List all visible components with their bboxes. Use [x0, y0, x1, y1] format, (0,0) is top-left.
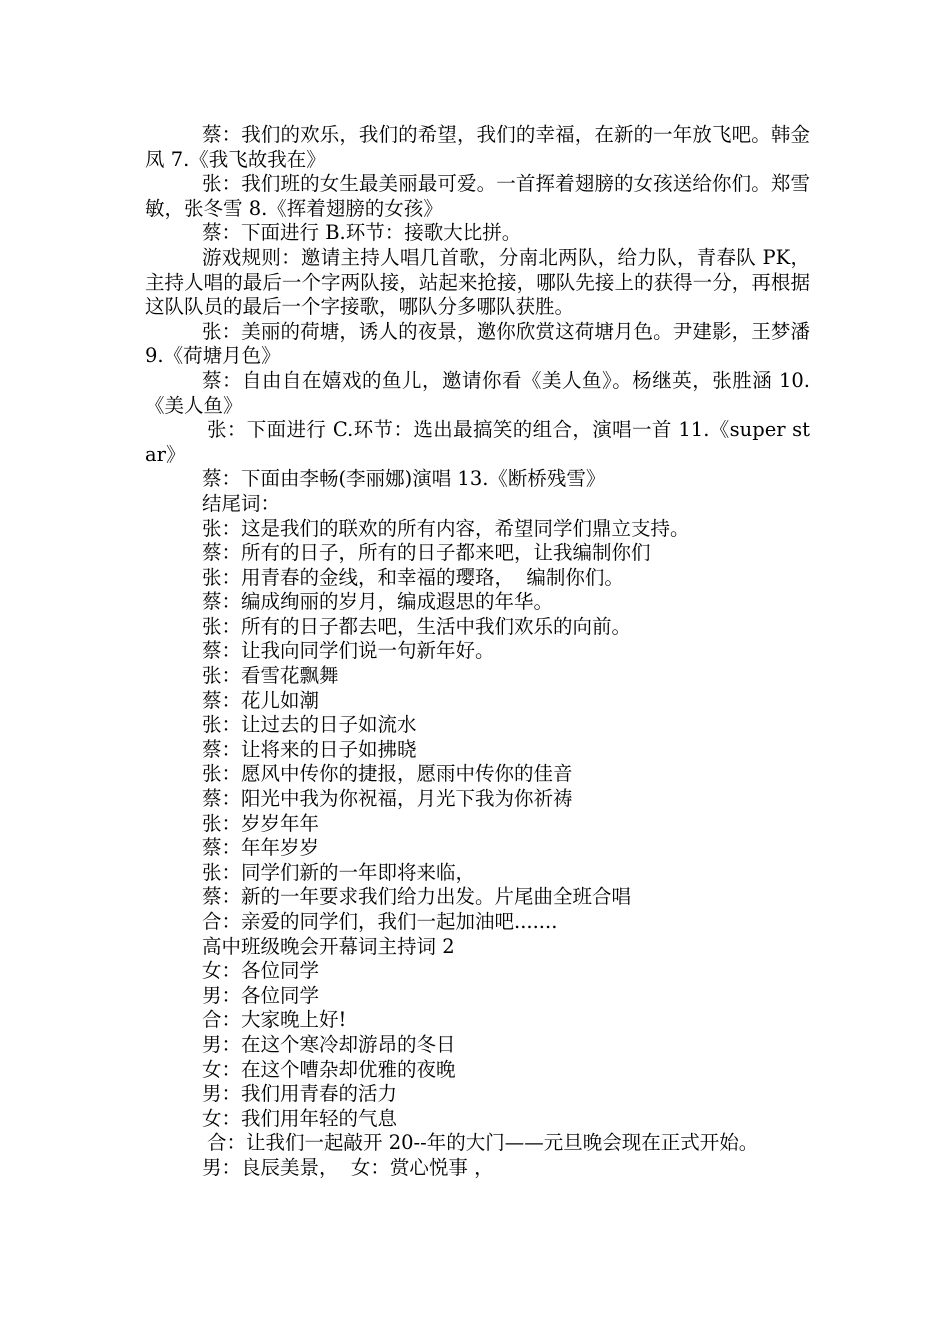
paragraph-34: 女：我们用年轻的气息 [202, 1106, 398, 1130]
paragraph-29: 男：各位同学 [202, 983, 320, 1007]
paragraph-36: 男：良辰美景， 女：赏心悦事 ， [202, 1155, 494, 1179]
paragraph-1: 蔡：我们的欢乐，我们的希望，我们的幸福，在新的一年放飞吧。韩金凤 7.《我飞故我在》 [145, 123, 810, 171]
paragraph-31: 男：在这个寒冷却游昂的冬日 [202, 1032, 456, 1056]
paragraph-16: 张：看雪花飘舞 [202, 664, 339, 688]
paragraph-14: 张：所有的日子都去吧，生活中我们欢乐的向前。 [202, 614, 632, 638]
paragraph-11: 蔡：所有的日子，所有的日子都来吧，让我编制你们 [202, 541, 651, 565]
section-heading: 高中班级晚会开幕词主持词 2 [202, 934, 455, 958]
paragraph-33: 男：我们用青春的活力 [202, 1082, 398, 1106]
paragraph-32: 女：在这个嘈杂却优雅的夜晚 [202, 1057, 456, 1081]
paragraph-9: 结尾词： [202, 491, 281, 515]
paragraph-2: 张：我们班的女生最美丽最可爱。一首挥着翅膀的女孩送给你们。郑雪敏，张冬雪 8.《挥着翅膀的女孩》 [145, 172, 810, 220]
paragraph-23: 蔡：年年岁岁 [202, 836, 320, 860]
paragraph-22: 张：岁岁年年 [202, 811, 320, 835]
paragraph-18: 张：让过去的日子如流水 [202, 713, 417, 737]
paragraph-8: 蔡：下面由李畅(李丽娜)演唱 13.《断桥残雪》 [202, 467, 606, 491]
paragraph-26: 合：亲爱的同学们，我们一起加油吧....... [202, 910, 558, 933]
paragraph-10: 张：这是我们的联欢的所有内容，希望同学们鼎立支持。 [202, 516, 690, 540]
paragraph-25: 蔡：新的一年要求我们给力出发。片尾曲全班合唱 [202, 885, 632, 909]
paragraph-3: 蔡：下面进行 B.环节：接歌大比拼。 [202, 221, 522, 245]
paragraph-6: 蔡：自由自在嬉戏的鱼儿，邀请你看《美人鱼》。杨继英，张胜涵 10.《美人鱼》 [145, 368, 810, 417]
paragraph-17: 蔡：花儿如潮 [202, 688, 320, 712]
paragraph-19: 蔡：让将来的日子如拂晓 [202, 737, 417, 761]
paragraph-15: 蔡：让我向同学们说一句新年好。 [202, 639, 495, 663]
paragraph-5: 张：美丽的荷塘，诱人的夜景，邀你欣赏这荷塘月色。尹建影，王梦潘 9.《荷塘月色》 [145, 319, 817, 368]
paragraph-28: 女：各位同学 [202, 959, 320, 983]
paragraph-20: 张：愿风中传你的捷报，愿雨中传你的佳音 [202, 762, 573, 786]
paragraph-7: 张：下面进行 C.环节：选出最搞笑的组合，演唱一首 11.《super star》 [145, 418, 810, 466]
paragraph-21: 蔡：阳光中我为你祝福，月光下我为你祈祷 [202, 787, 573, 811]
paragraph-4: 游戏规则：邀请主持人唱几首歌，分南北两队，给力队，青春队 PK，主持人唱的最后一个字两队接，站起来抢接，哪队先接上的获得一分，再根据这队队员的最后一个字接歌，哪队分多哪队获胜。 [145, 245, 810, 319]
document-page [145, 123, 817, 1181]
paragraph-35: 合：让我们一起敲开 20--年的大门——元旦晚会现在正式开始。 [207, 1131, 759, 1155]
paragraph-24: 张：同学们新的一年即将来临， [202, 860, 476, 884]
paragraph-13: 蔡：编成绚丽的岁月，编成遐思的年华。 [202, 590, 554, 614]
paragraph-12: 张：用青春的金线，和幸福的璎珞， 编制你们。 [202, 565, 624, 589]
paragraph-30: 合：大家晚上好! [202, 1008, 347, 1032]
